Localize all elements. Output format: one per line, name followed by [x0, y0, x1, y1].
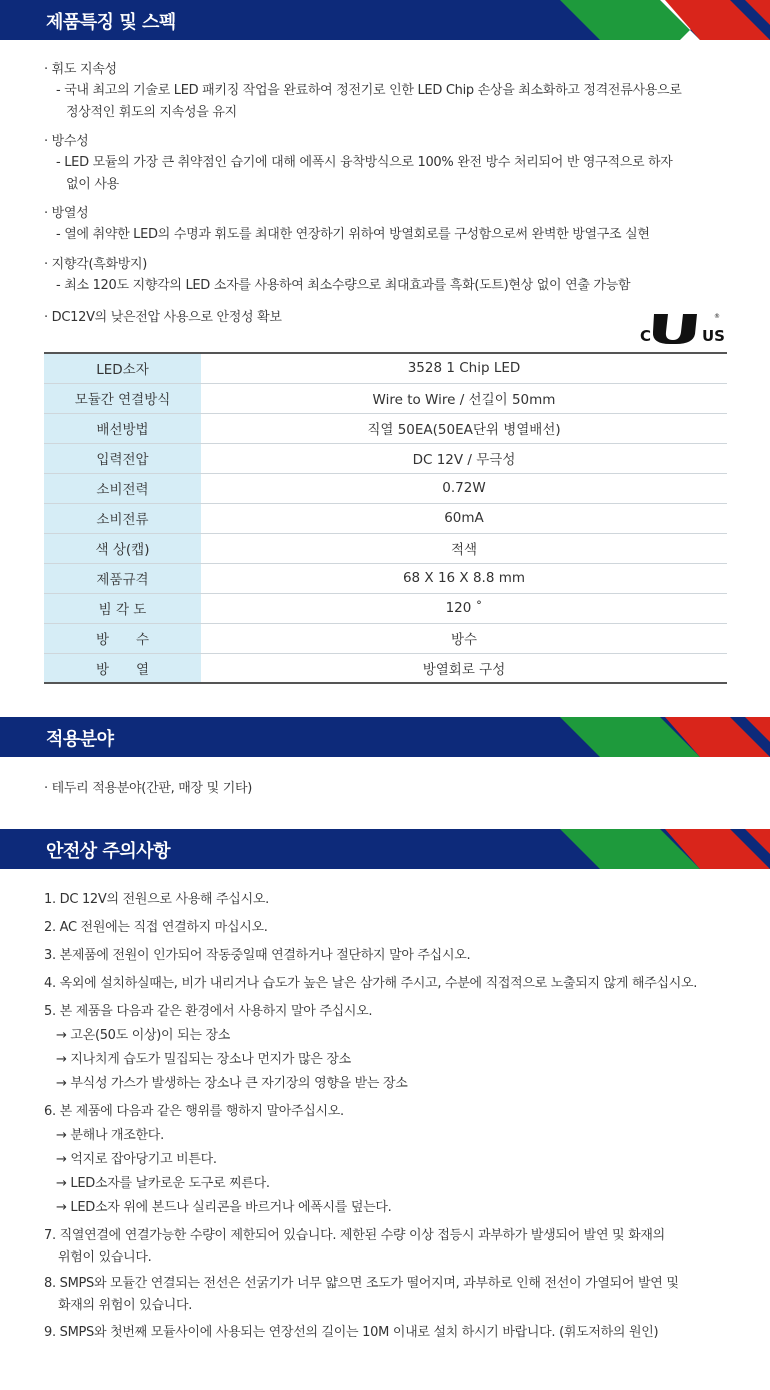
spec-key: 모듈간 연결방식 [44, 383, 201, 413]
caution-subitem: → 억지로 잡아당기고 비튼다. [56, 1152, 217, 1167]
caution-subitem: → LED소자 위에 본드나 실리콘을 바르거나 에폭시를 덮는다. [56, 1200, 392, 1215]
table-row [44, 503, 727, 533]
spec-value: 직열 50EA(50EA단위 병열배선) [201, 413, 727, 443]
spec-value: 적색 [201, 533, 727, 563]
section-title: 적용분야 [46, 729, 114, 750]
spec-key: 색 상(캡) [44, 533, 201, 563]
section-header-application [0, 717, 770, 757]
ul-cert-icon [640, 310, 726, 348]
caution-item-cont: 화재의 위험이 있습니다. [58, 1298, 193, 1313]
table-row [44, 383, 727, 413]
spec-key: 소비전류 [44, 503, 201, 533]
caution-item: 3. 본제품에 전원이 인가되어 작동중일때 연결하거나 절단하지 말아 주십시오. [44, 948, 471, 963]
table-row [44, 413, 727, 443]
spec-value: 3528 1 Chip LED [201, 353, 727, 383]
caution-item: 2. AC 전원에는 직접 연결하지 마십시오. [44, 920, 268, 935]
table-row [44, 473, 727, 503]
spec-value: 68 X 16 X 8.8 mm [201, 563, 727, 593]
corner-stripes-graphic [550, 717, 770, 757]
spec-key: 입력전압 [44, 443, 201, 473]
caution-item: 7. 직열연결에 연결가능한 수량이 제한되어 있습니다. 제한된 수량 이상 접등시 과부하가 발생되어 발연 및 화재의 [44, 1228, 665, 1243]
svg-text:®: ® [714, 313, 720, 320]
table-row [44, 623, 727, 653]
spec-key: 배선방법 [44, 413, 201, 443]
caution-subitem: → LED소자를 날카로운 도구로 찌른다. [56, 1176, 270, 1191]
feature-desc: - LED 모듈의 가장 큰 취약점인 습기에 대해 에폭시 융착방식으로 100% 완전 방수 처리되어 반 영구적으로 하자 [56, 155, 673, 170]
feature-title: · 방열성 [44, 206, 89, 221]
caution-item: 5. 본 제품을 다음과 같은 환경에서 사용하지 말아 주십시오. [44, 1004, 373, 1019]
table-row [44, 533, 727, 563]
feature-desc: 정상적인 휘도의 지속성을 유지 [66, 105, 237, 120]
feature-title: · DC12V의 낮은전압 사용으로 안정성 확보 [44, 310, 282, 325]
feature-desc: - 최소 120도 지향각의 LED 소자를 사용하여 최소수량으로 최대효과를 흑화(도트)현상 없이 연출 가능함 [56, 278, 631, 293]
corner-stripes-graphic [550, 829, 770, 869]
corner-stripes-graphic [550, 0, 770, 40]
spec-key: 소비전력 [44, 473, 201, 503]
caution-item: 9. SMPS와 첫번째 모듈사이에 사용되는 연장선의 길이는 10M 이내로 설치 하시기 바랍니다. (휘도저하의 원인) [44, 1325, 659, 1340]
feature-title: · 휘도 지속성 [44, 62, 117, 77]
spec-key: 방 열 [44, 653, 201, 683]
table-row [44, 653, 727, 683]
caution-item: 1. DC 12V의 전원으로 사용해 주십시오. [44, 892, 269, 907]
caution-subitem: → 고온(50도 이상)이 되는 장소 [56, 1028, 230, 1043]
feature-desc: - 국내 최고의 기술로 LED 패키징 작업을 완료하여 정전기로 인한 LED Chip 손상을 최소화하고 정격전류사용으로 [56, 83, 682, 98]
table-row [44, 563, 727, 593]
section-header-features [0, 0, 770, 40]
caution-item: 4. 옥외에 설치하실때는, 비가 내리거나 습도가 높은 날은 삼가해 주시고, 수분에 직접적으로 노출되지 않게 해주십시오. [44, 976, 698, 991]
caution-item-cont: 위험이 있습니다. [58, 1250, 152, 1265]
caution-item: 8. SMPS와 모듈간 연결되는 전선은 선굵기가 너무 얇으면 조도가 떨어지며, 과부하로 인해 전선이 가열되어 발연 및 [44, 1276, 679, 1291]
cert-left-text: C [640, 327, 652, 344]
spec-value: 120 ˚ [201, 593, 727, 623]
spec-value: 0.72W [201, 473, 727, 503]
section-title: 제품특징 및 스펙 [46, 12, 176, 33]
spec-key: 방 수 [44, 623, 201, 653]
caution-subitem: → 지나치게 습도가 밀집되는 장소나 먼지가 많은 장소 [56, 1052, 351, 1067]
application-text: · 테두리 적용분야(간판, 매장 및 기타) [44, 781, 252, 796]
table-row [44, 353, 727, 383]
spec-value: Wire to Wire / 선길이 50mm [201, 383, 727, 413]
spec-key: 빔 각 도 [44, 593, 201, 623]
table-row [44, 593, 727, 623]
caution-item: 6. 본 제품에 다음과 같은 행위를 행하지 말아주십시오. [44, 1104, 344, 1119]
feature-desc: - 열에 취약한 LED의 수명과 휘도를 최대한 연장하기 위하여 방열회로를 구성함으로써 완벽한 방열구조 실현 [56, 227, 650, 242]
spec-value: 60mA [201, 503, 727, 533]
caution-subitem: → 부식성 가스가 발생하는 장소나 큰 자기장의 영향을 받는 장소 [56, 1076, 408, 1091]
cert-right-text: US [702, 327, 725, 344]
spec-value: DC 12V / 무극성 [201, 443, 727, 473]
spec-key: LED소자 [44, 353, 201, 383]
spec-value: 방수 [201, 623, 727, 653]
spec-table [44, 352, 727, 684]
table-row [44, 443, 727, 473]
feature-title: · 방수성 [44, 134, 89, 149]
section-header-safety [0, 829, 770, 869]
section-title: 안전상 주의사항 [46, 841, 170, 862]
feature-desc: 없이 사용 [66, 177, 119, 192]
caution-subitem: → 분해나 개조한다. [56, 1128, 164, 1143]
spec-value: 방열회로 구성 [201, 653, 727, 683]
spec-key: 제품규격 [44, 563, 201, 593]
feature-title: · 지향각(흑화방지) [44, 257, 148, 272]
